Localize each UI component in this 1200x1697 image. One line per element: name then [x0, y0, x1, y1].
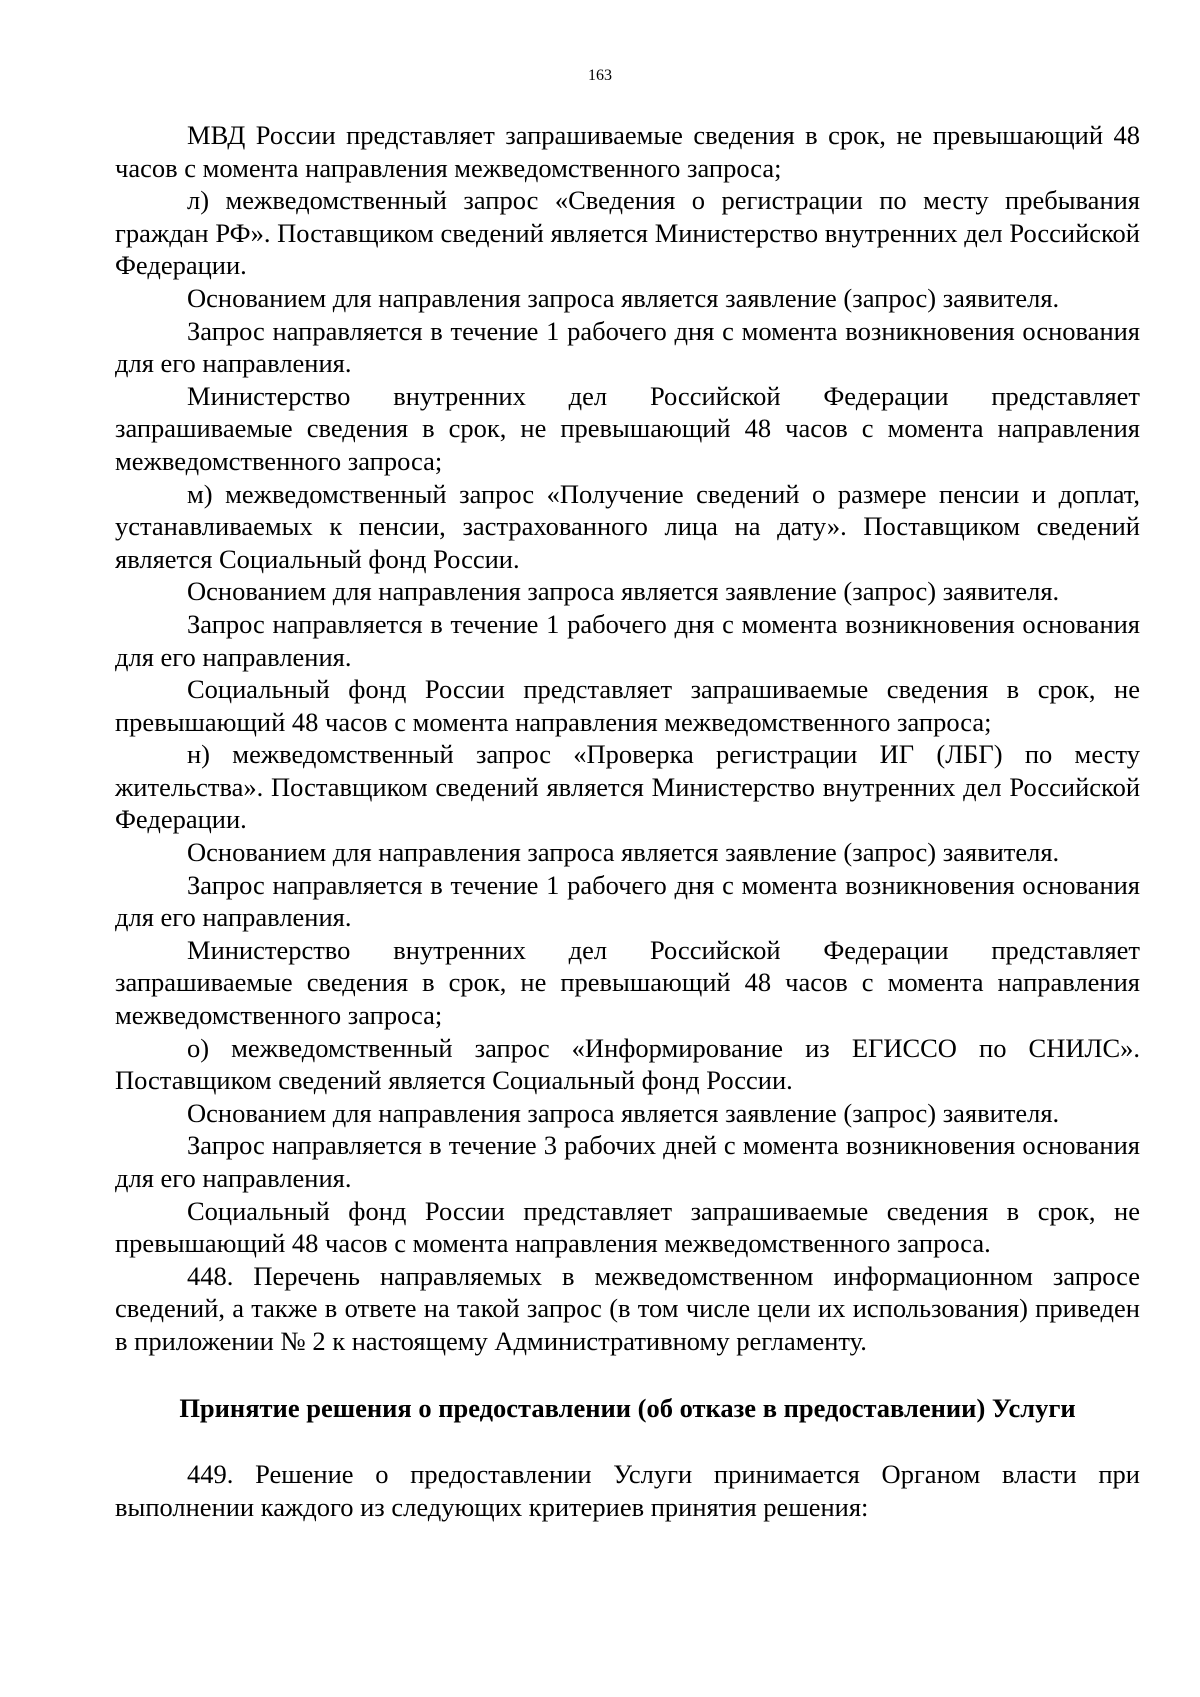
paragraph: Основанием для направления запроса является заявление (запрос) заявителя.: [187, 1097, 1060, 1128]
paragraph: 449. Решение о предоставлении Услуги принимается Органом власти при выполнении каждого из следующих критериев принятия решения:: [115, 1459, 1140, 1522]
paragraph: 448. Перечень направляемых в межведомственном информационном запросе сведений, а также в ответе на такой запрос (в том числе цели их использования) приведен в приложении № 2 к настоящему Административному регламенту.: [115, 1260, 1140, 1356]
document-body: [115, 119, 1140, 1523]
paragraph: Социальный фонд России представляет запрашиваемые сведения в срок, не превышающий 48 часов с момента направления межведомственного запроса;: [115, 674, 1140, 737]
paragraph: о) межведомственный запрос «Информирование из ЕГИССО по СНИЛС». Поставщиком сведений является Социальный фонд России.: [115, 1032, 1140, 1096]
paragraph: Министерство внутренних дел Российской Федерации представляет запрашиваемые сведения в срок, не превышающий 48 часов с момента направления межведомственного запроса;: [115, 934, 1140, 1031]
paragraph: МВД России представляет запрашиваемые сведения в срок, не превышающий 48 часов с момента направления межведомственного запроса;: [115, 120, 1140, 183]
paragraph: Запрос направляется в течение 1 рабочего дня с момента возникновения основания для его направления.: [115, 869, 1140, 933]
paragraph: н) межведомственный запрос «Проверка регистрации ИГ (ЛБГ) по месту жительства». Поставщиком сведений является Министерство внутренних дел Российской Федерации.: [115, 739, 1140, 835]
paragraph: Запрос направляется в течение 1 рабочего дня с момента возникновения основания для его направления.: [115, 608, 1140, 672]
paragraph: л) межведомственный запрос «Сведения о регистрации по месту пребывания граждан РФ». Поставщиком сведений является Министерство внутренних дел Российской Федерации.: [115, 185, 1140, 281]
section-heading: Принятие решения о предоставлении (об отказе в предоставлении) Услуги: [179, 1392, 1076, 1423]
paragraph: Основанием для направления запроса является заявление (запрос) заявителя.: [187, 576, 1060, 607]
paragraph: Социальный фонд России представляет запрашиваемые сведения в срок, не превышающий 48 часов с момента направления межведомственного запроса.: [115, 1195, 1140, 1259]
paragraph: Основанием для направления запроса является заявление (запрос) заявителя.: [187, 282, 1060, 313]
paragraph: Основанием для направления запроса является заявление (запрос) заявителя.: [187, 837, 1060, 868]
paragraph: Запрос направляется в течение 1 рабочего дня с момента возникновения основания для его направления.: [115, 315, 1140, 379]
paragraph: Министерство внутренних дел Российской Федерации представляет запрашиваемые сведения в срок, не превышающий 48 часов с момента направления межведомственного запроса;: [115, 380, 1140, 476]
paragraph: Запрос направляется в течение 3 рабочих дней с момента возникновения основания для его направления.: [115, 1130, 1140, 1193]
page-number: 163: [588, 67, 612, 84]
paragraph: м) межведомственный запрос «Получение сведений о размере пенсии и доплат, устанавливаемых к пенсии, застрахованного лица на дату». Поставщиком сведений является Социальный фонд России.: [115, 478, 1140, 574]
